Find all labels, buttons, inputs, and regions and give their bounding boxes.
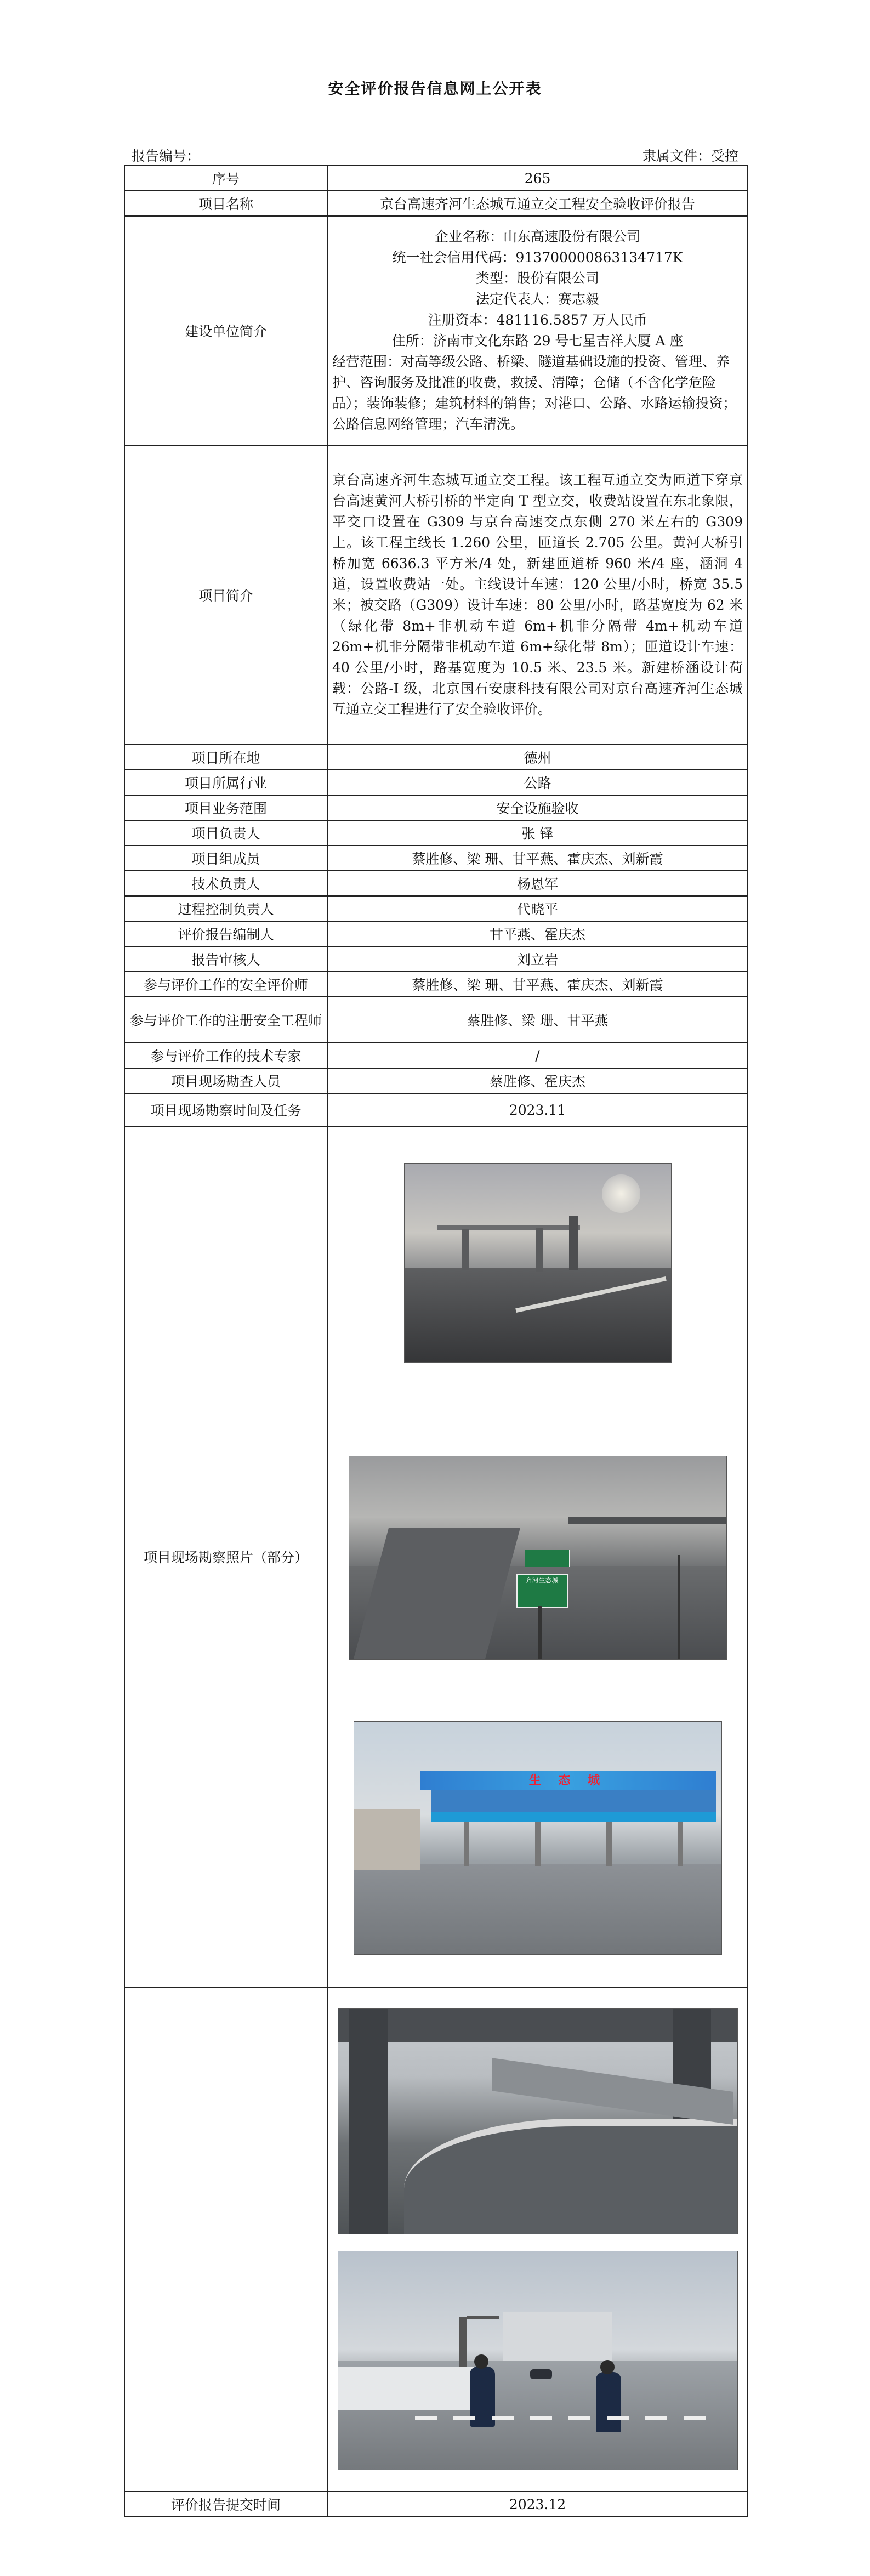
row-project-name <box>124 191 748 216</box>
highway-sign-text: 齐河生态城 <box>516 1574 568 1608</box>
row-evaluators <box>124 972 748 997</box>
row-scope <box>124 795 748 820</box>
row-submit <box>124 2492 748 2517</box>
row-photos <box>124 1126 748 1987</box>
row-label: 项目组成员 <box>124 846 327 871</box>
company-line: 注册资本：481116.5857 万人民币 <box>428 312 647 328</box>
row-inspect-time <box>124 1093 748 1126</box>
row-value: 蔡胜修、梁 珊、甘平燕、霍庆杰、刘新霞 <box>327 846 748 871</box>
site-photo-toll-station <box>354 1721 722 1955</box>
row-label: 项目所在地 <box>124 745 327 770</box>
row-members <box>124 846 748 871</box>
row-label: 项目业务范围 <box>124 795 327 820</box>
report-number-label: 报告编号： <box>132 148 201 164</box>
row-value: 刘立岩 <box>327 946 748 972</box>
affiliation-text: 隶属文件：受控 <box>642 148 738 164</box>
row-value: 安全设施验收 <box>327 795 748 820</box>
row-label: 项目现场勘察时间及任务 <box>124 1093 327 1126</box>
company-line: 法定代表人：赛志毅 <box>475 291 599 307</box>
row-label: 评价报告提交时间 <box>124 2492 327 2517</box>
row-inspectors <box>124 1068 748 1093</box>
photos-cell <box>327 1126 748 1987</box>
row-label: 项目名称 <box>124 191 327 216</box>
toll-banner-text: 生 态 城 <box>420 1771 716 1790</box>
project-intro-text: 京台高速齐河生态城互通立交工程。该工程互通立交为匝道下穿京台高速黄河大桥引桥的半定向 T 型立交，收费站设置在东北象限，平交口设置在 G309 与京台高速交点东侧 270 米左右的 G309 上。该工程主线长 1.260 公里，匝道长 2.705 公里。黄河大桥引桥加宽 6636.3 平方米/4 处，新建匝道桥 960 米/4 座，涵洞 4 道，设置收费站一处。主线设计车速：120 公里/小时，桥宽 35.5 米；被交路（G309）设计车速：80 公里/小时，路基宽度为 62 米（绿化带 8m+非机动车道 6m+机非分隔带 4m+机动车道 26m+机非分隔带非机动车道 6m+绿化带 8m）；匝道设计车速：40 公里/小时，路基宽度为 10.5 米、23.5 米。新建桥涵设计荷载：公路-I 级，北京国石安康科技有限公司对京台高速齐河生态城互通立交工程进行了安全验收评价。 <box>327 445 748 745</box>
row-experts <box>124 1043 748 1068</box>
row-value: 公路 <box>327 770 748 795</box>
row-value: 蔡胜修、霍庆杰 <box>327 1068 748 1093</box>
site-photo-ramp <box>338 2008 738 2234</box>
row-value: 张 铎 <box>327 820 748 846</box>
row-label: 序号 <box>124 166 327 191</box>
row-reviewer <box>124 946 748 972</box>
company-line: 经营范围：对高等级公路、桥梁、隧道基础设施的投资、管理、养护、咨询服务及批准的收费，救援、清障；仓储（不含化学危险品）；装饰装修；建筑材料的销售；对港口、公路、水路运输投资；公路信息网络管理；汽车清洗。 <box>332 354 737 432</box>
row-value: 2023.12 <box>327 2492 748 2517</box>
row-location <box>124 745 748 770</box>
row-value: 代晓平 <box>327 896 748 921</box>
row-seq <box>124 166 748 191</box>
row-value: 京台高速齐河生态城互通立交工程安全验收评价报告 <box>327 191 748 216</box>
row-label: 建设单位简介 <box>124 216 327 445</box>
row-photos-continued <box>124 1987 748 2492</box>
site-photo-highway-sign <box>349 1456 727 1660</box>
row-value: 甘平燕、霍庆杰 <box>327 921 748 946</box>
row-label: 评价报告编制人 <box>124 921 327 946</box>
row-engineers <box>124 997 748 1043</box>
site-photo-overpass <box>404 1163 672 1363</box>
row-label: 技术负责人 <box>124 871 327 896</box>
row-label: 参与评价工作的注册安全工程师 <box>124 997 327 1043</box>
row-label: 项目负责人 <box>124 820 327 846</box>
row-value: 德州 <box>327 745 748 770</box>
row-editor <box>124 921 748 946</box>
row-label-empty <box>124 1987 327 2492</box>
info-table <box>124 165 748 2517</box>
row-label: 过程控制负责人 <box>124 896 327 921</box>
page-title: 安全评价报告信息网上公开表 <box>328 80 542 98</box>
row-value: / <box>327 1043 748 1068</box>
company-info <box>327 216 748 445</box>
row-value: 蔡胜修、梁 珊、甘平燕 <box>327 997 748 1043</box>
company-line: 类型：股份有限公司 <box>475 270 599 286</box>
row-process <box>124 896 748 921</box>
row-tech-leader <box>124 871 748 896</box>
row-value: 杨恩军 <box>327 871 748 896</box>
row-unit <box>124 216 748 445</box>
company-line: 住所：济南市文化东路 29 号七星吉祥大厦 A 座 <box>391 333 684 349</box>
row-industry <box>124 770 748 795</box>
row-value: 蔡胜修、梁 珊、甘平燕、霍庆杰、刘新霞 <box>327 972 748 997</box>
row-label: 参与评价工作的技术专家 <box>124 1043 327 1068</box>
row-value: 2023.11 <box>327 1093 748 1126</box>
site-photo-site-walk <box>338 2251 738 2470</box>
company-line: 企业名称：山东高速股份有限公司 <box>434 229 640 245</box>
photos-cell-2 <box>327 1987 748 2492</box>
row-label: 参与评价工作的安全评价师 <box>124 972 327 997</box>
company-line: 统一社会信用代码：913700000863134717K <box>392 249 683 265</box>
row-label: 报告审核人 <box>124 946 327 972</box>
row-label: 项目简介 <box>124 445 327 745</box>
row-leader <box>124 820 748 846</box>
row-value: 265 <box>327 166 748 191</box>
row-label: 项目所属行业 <box>124 770 327 795</box>
row-label: 项目现场勘查人员 <box>124 1068 327 1093</box>
row-project-intro <box>124 445 748 745</box>
row-label: 项目现场勘察照片（部分） <box>124 1126 327 1987</box>
